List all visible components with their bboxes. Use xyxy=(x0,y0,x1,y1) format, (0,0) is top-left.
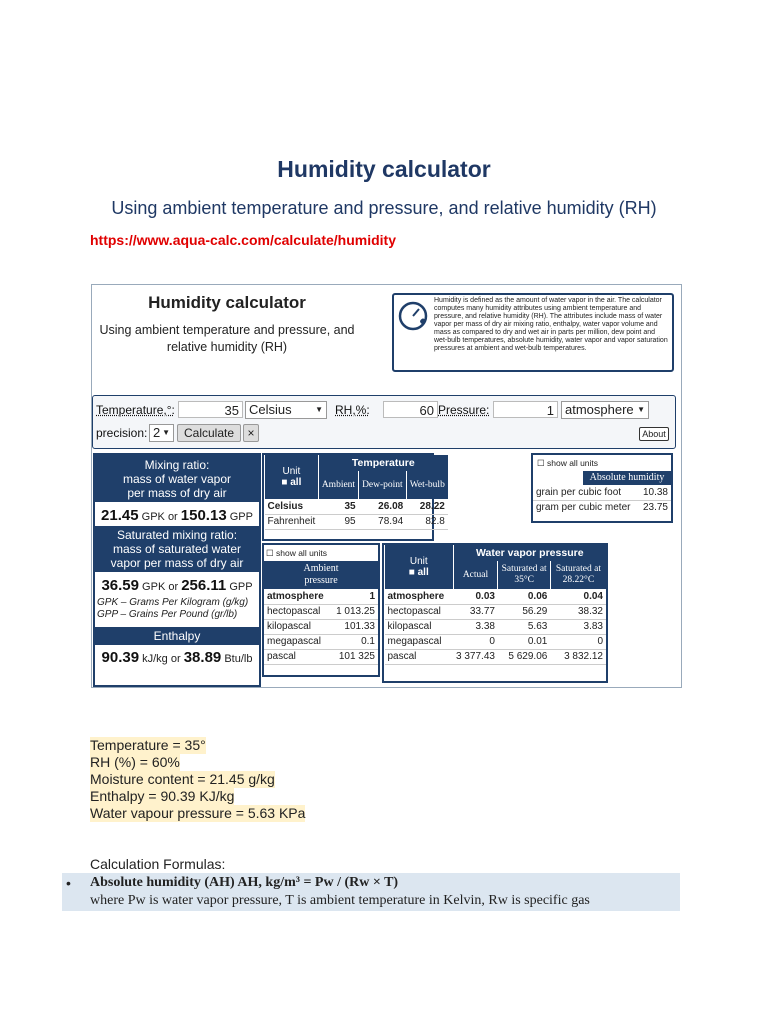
table-row: pascal 101 325 xyxy=(264,649,378,664)
result-temperature: Temperature = 35° xyxy=(90,737,206,753)
enthalpy-values: 90.39 kJ/kg or 38.89 Btu/lb xyxy=(101,649,253,666)
checkbox-icon: ☐ xyxy=(266,548,274,558)
table-row: atmosphere 0.03 0.06 0.04 xyxy=(385,589,607,604)
result-vapour-pressure: Water vapour pressure = 5.63 KPa xyxy=(90,805,306,821)
page-title: Humidity calculator xyxy=(277,156,491,182)
table-row: hectopascal 1 013.25 xyxy=(264,604,378,619)
calc-subtitle-line2: relative humidity (RH) xyxy=(166,340,288,354)
input-bar xyxy=(92,395,676,449)
table-row: Celsius 35 26.08 28.22 xyxy=(265,499,448,514)
temperature-label: Temperature,°: xyxy=(96,403,175,417)
result-rh: RH (%) = 60% xyxy=(90,754,180,770)
checkbox-icon: ☐ xyxy=(537,458,545,468)
precision-select[interactable]: 2 ▼ xyxy=(149,424,174,442)
water-vapor-pressure-table: Unit ■ all Water vapor pressure Actual Saturated at 35°C Saturated at 28.22°C atmosphere 0.03 0.06 0.04 hectopascal 33.77 56.29 38.32 kilopascal 3.38 5.63 3.83 megapascal 0 0.01 0 pascal 3 377.43 5 629.06 3 832.12 xyxy=(382,543,608,683)
gauge-icon xyxy=(398,301,428,331)
ambient-pressure-header: Ambient pressure xyxy=(264,561,378,589)
table-row: megapascal 0.1 xyxy=(264,634,378,649)
checkbox-icon: ■ xyxy=(281,477,288,488)
chevron-down-icon: ▼ xyxy=(162,428,170,437)
result-moisture: Moisture content = 21.45 g/kg xyxy=(90,771,275,787)
calc-subtitle xyxy=(92,322,362,356)
absolute-humidity-header: Absolute humidity xyxy=(583,471,671,485)
show-all-units-toggle[interactable]: ☐ show all units xyxy=(537,458,599,468)
table-row: grain per cubic foot 10.38 xyxy=(533,485,671,500)
table-row: gram per cubic meter 23.75 xyxy=(536,502,668,514)
result-enthalpy: Enthalpy = 90.39 KJ/kg xyxy=(90,788,235,804)
mixing-header: Mixing ratio: mass of water vapor per mass of dry air xyxy=(95,455,259,502)
mixing-values: 21.45 GPK or 150.13 GPP xyxy=(101,507,253,524)
about-button[interactable]: About xyxy=(639,427,669,441)
chevron-down-icon: ▼ xyxy=(315,405,323,414)
vapor-title: Water vapor pressure xyxy=(453,545,606,561)
table-row: megapascal 0 0.01 0 xyxy=(385,634,607,649)
saturated-mixing-header: Saturated mixing ratio: mass of saturated water vapor per mass of dry air xyxy=(95,526,259,572)
bullet-icon: • xyxy=(66,875,71,891)
temperature-unit-select[interactable]: Celsius ▼ xyxy=(245,401,327,419)
table-row: hectopascal 33.77 56.29 38.32 xyxy=(385,604,607,619)
calc-subtitle-line1: Using ambient temperature and pressure, and xyxy=(99,323,355,337)
calculator-screenshot xyxy=(91,284,682,688)
pressure-label: Pressure: xyxy=(438,403,490,417)
units-note: GPK – Grams Per Kilogram (g/kg) GPP – Grains Per Pound (gr/lb) xyxy=(97,597,249,620)
chevron-down-icon: ▼ xyxy=(637,405,645,414)
formula-absolute-humidity: Absolute humidity (AH) AH, kg/m³ = Pw / (Rw × T) xyxy=(90,875,399,890)
calculate-button[interactable]: Calculate xyxy=(177,424,241,442)
table-row: pascal 3 377.43 5 629.06 3 832.12 xyxy=(385,649,607,664)
results-list xyxy=(90,737,305,822)
table-row: Fahrenheit 95 78.94 82.8 xyxy=(265,514,448,529)
saturated-mixing-values: 36.59 GPK or 256.11 GPP xyxy=(101,577,253,594)
ambient-pressure-table xyxy=(262,543,380,677)
show-all-units-toggle[interactable]: ☐ show all units xyxy=(266,548,328,558)
rh-input[interactable]: 60 xyxy=(383,401,438,418)
checkbox-icon: ■ xyxy=(408,567,415,578)
info-box xyxy=(392,293,674,372)
temperature-title: Temperature xyxy=(318,455,448,471)
source-url[interactable]: https://www.aqua-calc.com/calculate/humidity xyxy=(90,232,396,248)
temperature-table: Unit ■ all Temperature Ambient Dew-point Wet-bulb Celsius 35 26.08 28.22 Fahrenheit 95 78.94 82.8 xyxy=(262,453,434,541)
pressure-input[interactable]: 1 xyxy=(493,401,558,418)
formulas-heading: Calculation Formulas: xyxy=(90,856,226,872)
unit-header: Unit ■ all xyxy=(265,455,319,499)
enthalpy-header: Enthalpy xyxy=(95,627,259,645)
rh-label: RH,%: xyxy=(335,403,370,417)
table-row: atmosphere 1 xyxy=(264,589,378,604)
clear-button[interactable]: × xyxy=(243,424,259,442)
formula-description: where Pw is water vapor pressure, T is ambient temperature in Kelvin, Rw is specific gas xyxy=(90,893,590,908)
precision-label: precision: xyxy=(96,426,148,440)
pressure-unit-select[interactable]: atmosphere ▼ xyxy=(561,401,649,419)
info-text: Humidity is defined as the amount of water vapor in the air. The calculator computes many humidity attributes using ambient temperature and pressure, and relative humidity (RH). The attributes include mass of water vapor per mass of dry air mixing ratio, enthalpy, water vapor volume and mass as compared to dry and wet air in parts per million, dew point and wet-bulb temperatures, absolute humidity, water vapor and vapor saturation pressures at ambient and wet-bulb temperatures. xyxy=(434,297,668,352)
unit-header: Unit ■ all xyxy=(385,545,454,589)
table-row: kilopascal 101.33 xyxy=(264,619,378,634)
table-row: kilopascal 3.38 5.63 3.83 xyxy=(385,619,607,634)
temperature-input[interactable]: 35 xyxy=(178,401,243,418)
calc-title: Humidity calculator xyxy=(148,293,306,312)
absolute-humidity-table xyxy=(531,453,673,523)
page-subtitle: Using ambient temperature and pressure, and relative humidity (RH) xyxy=(111,198,657,218)
mixing-panel xyxy=(93,453,261,687)
